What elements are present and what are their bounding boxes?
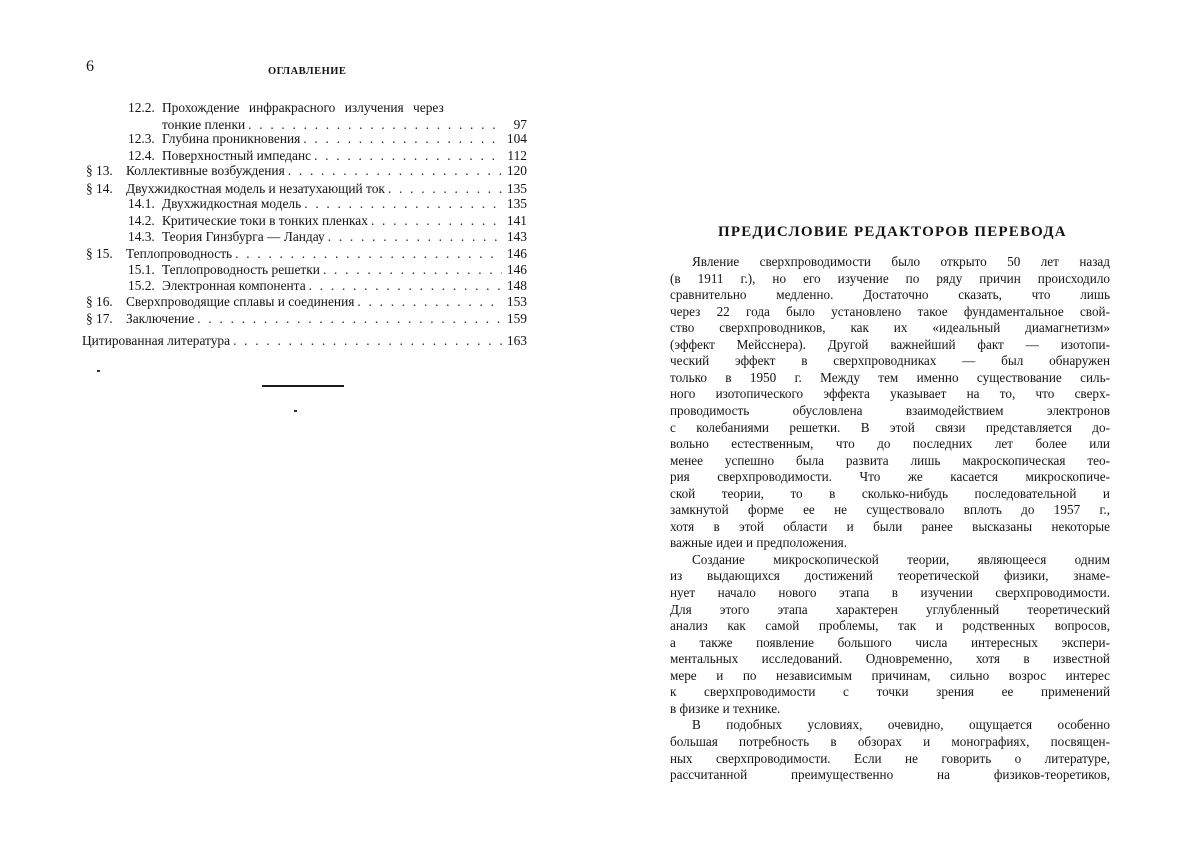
preface-line: анализ как самой проблемы, так и родственных вопросов, — [670, 618, 1110, 634]
toc-title: Глубина проникновения — [162, 131, 301, 146]
toc-title: Критические токи в тонких пленках — [162, 213, 368, 228]
toc-title: Теплопроводность решетки — [162, 262, 320, 277]
toc-entry — [86, 294, 527, 311]
end-rule — [262, 385, 344, 387]
preface-line: рия сверхпроводимости. Что же касается микроскопиче- — [670, 469, 1110, 485]
preface-line: (эффект Мейсснера). Другой важнейший факт — изотопи- — [670, 336, 1110, 352]
preface-line: ментальных исследований. Одновременно, хотя в известной — [670, 651, 1110, 667]
preface-line: ской теории, то в сколько-нибудь последовательной и — [670, 485, 1110, 501]
preface-line: важные идеи и предположения. — [670, 535, 848, 551]
toc-page-number: 112 — [507, 148, 527, 163]
toc-page-number: 97 — [513, 117, 527, 132]
preface-line: Для этого этапа характерен углубленный теоретический — [670, 601, 1110, 617]
toc-entry — [86, 163, 527, 180]
toc-title: Электронная компонента — [162, 278, 306, 293]
page-number: 6 — [86, 58, 94, 75]
toc-title: Поверхностный импеданс — [162, 148, 312, 163]
toc-leader-dots — [328, 229, 502, 246]
toc-leader-dots — [197, 311, 502, 328]
preface-line: замкнутой форме ее не существовало вплоть до 1957 г., — [670, 502, 1110, 518]
toc-title: Коллективные возбуждения — [126, 163, 285, 178]
toc-section-number: § 15. — [86, 246, 113, 261]
preface-line: В подобных условиях, очевидно, ощущается особенно — [692, 717, 1110, 733]
preface-line: через 22 года было установлено такое фундаментальное свой- — [670, 303, 1110, 319]
preface-line: мере и по независимым причинам, сильно возрос интерес — [670, 667, 1110, 683]
toc-title: Цитированная литература — [82, 333, 231, 348]
preface-line: ного изотопического эффекта указывает на то, что сверх- — [670, 386, 1110, 402]
toc-leader-dots — [303, 131, 502, 148]
toc-page-number: 146 — [506, 262, 527, 277]
toc-title: Теплопроводность — [126, 246, 233, 261]
print-speck — [97, 370, 100, 372]
toc-section-number: § 17. — [86, 311, 113, 326]
preface-line: менее успешно была развита лишь макроскопическая тео- — [670, 452, 1110, 468]
toc-entry — [128, 213, 527, 230]
preface-line: (в 1911 г.), но его изучение по ряду причин происходило — [670, 270, 1110, 286]
preface-line: большая потребность в обзорах и монографиях, посвящен- — [670, 733, 1110, 749]
toc-page-number: 163 — [506, 333, 527, 348]
toc-section-number: 12.4. — [128, 148, 155, 163]
toc-leader-dots — [235, 246, 502, 263]
toc-entry — [128, 262, 527, 279]
toc-leader-dots — [288, 163, 502, 180]
toc-page-number: 120 — [506, 163, 527, 178]
toc-section-number: § 16. — [86, 294, 113, 309]
toc-section-number: § 14. — [86, 181, 113, 196]
toc-entry — [128, 100, 492, 117]
toc-page-number: 143 — [506, 229, 527, 244]
preface-line: Создание микроскопической теории, являющееся одним — [692, 551, 1110, 567]
toc-title: Двухжидкостная модель — [162, 196, 302, 211]
toc-title: Сверхпроводящие сплавы и соединения — [126, 294, 355, 309]
print-speck — [294, 410, 297, 412]
preface-line: а также появление большого числа интересных экспери- — [670, 634, 1110, 650]
toc-title: Заключение — [126, 311, 195, 326]
toc-section-number: 12.2. — [128, 100, 155, 115]
preface-line: проводимость обусловлена взаимодействием электронов — [670, 402, 1110, 418]
preface-line: только в 1950 г. Между тем именно существование силь- — [670, 369, 1110, 385]
toc-section-number: 14.1. — [128, 196, 155, 211]
preface-line: в физике и технике. — [670, 700, 781, 716]
toc-section-number: 14.2. — [128, 213, 155, 228]
toc-page-number: 159 — [506, 311, 527, 326]
toc-leader-dots — [304, 196, 502, 213]
toc-title: Прохождение инфракрасного излучения через — [162, 100, 444, 115]
toc-entry — [82, 333, 527, 350]
toc-leader-dots — [323, 262, 502, 279]
preface-line: ных сверхпроводимости. Если не говорить о литературе, — [670, 750, 1110, 766]
preface-line: к сверхпроводимости с точки зрения ее применений — [670, 684, 1110, 700]
toc-entry — [128, 196, 527, 213]
toc-leader-dots — [309, 278, 502, 295]
toc-page-number: 153 — [506, 294, 527, 309]
toc-page-number: 141 — [506, 213, 527, 228]
preface-line: хотя в этой области и были ранее высказаны некоторые — [670, 518, 1110, 534]
toc-section-number: 15.2. — [128, 278, 155, 293]
toc-section-number: 12.3. — [128, 131, 155, 146]
preface-line: Явление сверхпроводимости было открыто 50 лет назад — [692, 254, 1110, 269]
toc-section-number: § 13. — [86, 163, 113, 178]
preface-line: рассчитанной преимущественно на физиков-теоретиков, — [670, 767, 1110, 783]
toc-leader-dots — [233, 333, 502, 350]
toc-title: Двухжидкостная модель и незатухающий ток — [126, 181, 385, 196]
toc-page-number: 104 — [506, 131, 527, 146]
toc-page-number: 146 — [506, 246, 527, 261]
toc-title: тонкие пленки — [162, 117, 246, 132]
preface-title: ПРЕДИСЛОВИЕ РЕДАКТОРОВ ПЕРЕВОДА — [718, 224, 1067, 240]
toc-entry — [86, 311, 527, 328]
toc-title: Теория Гинзбурга — Ландау — [162, 229, 325, 244]
preface-line: вольно естественным, что до последних лет более или — [670, 436, 1110, 452]
toc-section-number: 15.1. — [128, 262, 155, 277]
preface-line: сравнительно медленно. Достаточно сказать, что лишь — [670, 287, 1110, 303]
toc-page-number: 135 — [506, 196, 527, 211]
preface-line: нует начало нового этапа в изучении сверхпроводимости. — [670, 585, 1110, 600]
toc-entry — [128, 278, 527, 295]
toc-entry — [86, 246, 527, 263]
toc-page-number: 135 — [506, 181, 527, 196]
running-head: ОГЛАВЛЕНИЕ — [268, 66, 347, 77]
toc-page-number: 148 — [506, 278, 527, 293]
toc-entry — [128, 131, 527, 148]
toc-leader-dots — [357, 294, 502, 311]
preface-line: с колебаниями решетки. В этой связи представляется до- — [670, 419, 1110, 435]
toc-entry — [128, 229, 527, 246]
toc-section-number: 14.3. — [128, 229, 155, 244]
toc-leader-dots — [371, 213, 502, 230]
preface-line: ство сверхпроводников, как их «идеальный диамагнетизм» — [670, 320, 1110, 336]
preface-line: ческий эффект в сверхпроводниках — был обнаружен — [670, 353, 1110, 369]
preface-line: из выдающихся достижений теоретической физики, знаме- — [670, 568, 1110, 584]
